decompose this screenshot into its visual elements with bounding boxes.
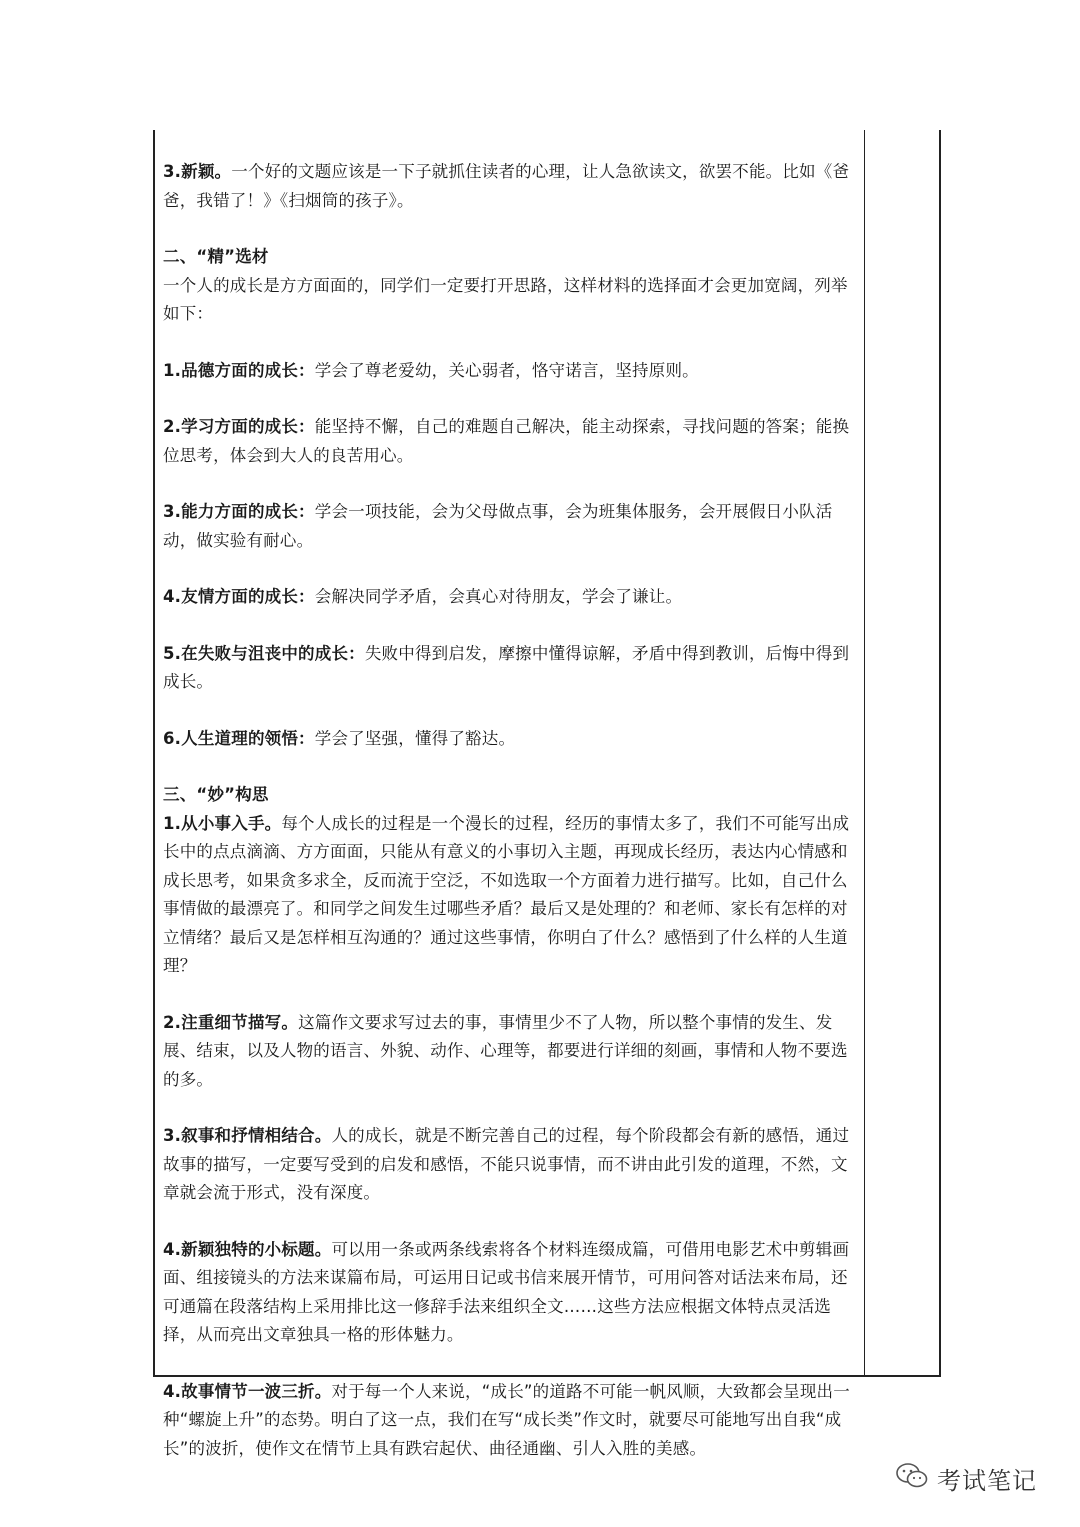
list-item: 3.能力方面的成长：学会一项技能，会为父母做点事，会为班集体服务，会开展假日小队活动，做实验有耐心。 bbox=[163, 502, 833, 550]
list-item: 2.注重细节描写。这篇作文要求写过去的事，事情里少不了人物，所以整个事情的发生、发展、结束，以及人物的语言、外貌、动作、心理等，都要进行详细的刻画，事情和人物不要选的多。 bbox=[163, 1012, 848, 1089]
column-divider bbox=[864, 130, 865, 1375]
watermark-text: 考试笔记 bbox=[937, 1466, 1037, 1495]
list-item: 6.人生道理的领悟：学会了坚强，懂得了豁达。 bbox=[163, 728, 516, 748]
list-item: 4.故事情节一波三折。对于每一个人来说，“成长”的道路不可能一帆风顺，大致都会呈现出一种“螺旋上升”的态势。明白了这一点，我们在写“成长类”作文时，就要尽可能地写出自我“成长”的波折，使作文在情节上具有跌宕起伏、曲径通幽、引人入胜的美感。 bbox=[163, 1381, 850, 1458]
list-item: 4.友情方面的成长：会解决同学矛盾，会真心对待朋友，学会了谦让。 bbox=[163, 587, 683, 606]
content-cell bbox=[163, 158, 853, 1463]
section-intro: 一个人的成长是方方面面的，同学们一定要打开思路，这样材料的选择面才会更加宽阔，列举如下： bbox=[163, 275, 848, 323]
list-item: 5.在失败与沮丧中的成长：失败中得到启发，摩擦中懂得谅解，矛盾中得到教训，后悔中得到成长。 bbox=[163, 643, 850, 691]
wechat-icon bbox=[895, 1462, 929, 1494]
section-heading-material: 二、“精”选材 bbox=[163, 247, 269, 266]
list-item: 3.叙事和抒情相结合。人的成长，就是不断完善自己的过程，每个阶段都会有新的感悟，通过故事的描写，一定要写受到的启发和感悟，不能只说事情，而不讲由此引发的道理，不然，文章就会流于形式，没有深度。 bbox=[163, 1126, 850, 1202]
document-table bbox=[153, 130, 941, 1458]
paragraph-title-novelty: 3.新颖。一个好的文题应该是一下子就抓住读者的心理，让人急欲读文，欲罢不能。比如《爸爸，我错了！》《扫烟筒的孩子》。 bbox=[163, 162, 850, 210]
list-item: 2.学习方面的成长：能坚持不懈，自己的难题自己解决，能主动探索，寻找问题的答案；能换位思考，体会到大人的良苦用心。 bbox=[163, 417, 850, 465]
section-heading-structure: 三、“妙”构思 bbox=[163, 785, 269, 804]
watermark bbox=[895, 1458, 1037, 1498]
list-item: 1.从小事入手。每个人成长的过程是一个漫长的过程，经历的事情太多了，我们不可能写出成长中的点点滴滴、方方面面，只能从有意义的小事切入主题，再现成长经历，表达内心情感和成长思考，如果贪多求全，反而流于空泛，不如选取一个方面着力进行描写。比如，自己什么事情做的最漂亮了。和同学之间发生过哪些矛盾？最后又是处理的？和老师、家长有怎样的对立情绪？最后又是怎样相互沟通的？通过这些事情，你明白了什么？感悟到了什么样的人生道理？ bbox=[163, 813, 850, 975]
list-item: 1.品德方面的成长：学会了尊老爱幼，关心弱者，恪守诺言，坚持原则。 bbox=[163, 360, 699, 380]
list-item: 4.新颖独特的小标题。可以用一条或两条线索将各个材料连缀成篇，可借用电影艺术中剪辑画面、组接镜头的方法来谋篇布局，可运用日记或书信来展开情节，可用问答对话法来布局，还可通篇在段落结构上采用排比这一修辞手法来组织全文……这些方法应根据文体特点灵活选择，从而亮出文章独具一格的形体魅力。 bbox=[163, 1239, 850, 1344]
